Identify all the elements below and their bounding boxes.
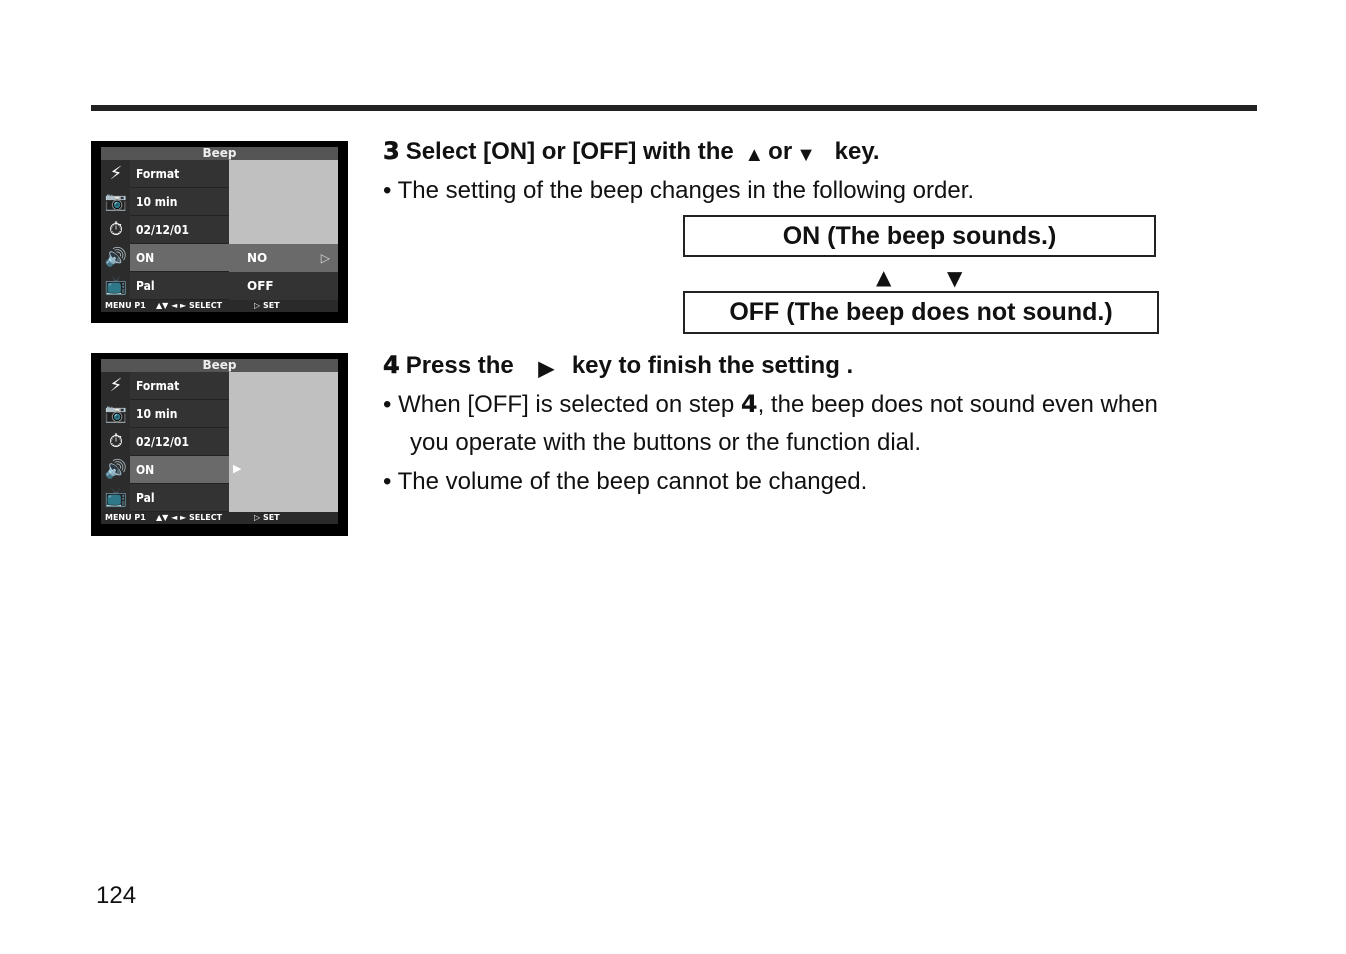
clock-icon: ⏱ (108, 219, 124, 240)
step-3-heading (383, 137, 880, 166)
tv-icon: 📺 (104, 487, 128, 508)
menu-row-format: Format (130, 160, 229, 188)
screen-menu-rows (130, 160, 229, 300)
step-4-heading (383, 351, 853, 380)
up-triangle-icon: ▲ (744, 144, 765, 166)
footer-select: ▲▼ ◄ ► SELECT (156, 513, 223, 522)
step-4-bullet-1 (383, 390, 1158, 419)
up-triangle-icon: ▲ (876, 265, 892, 289)
footer-menu: MENU P1 (105, 513, 146, 522)
down-triangle-icon: ▼ (947, 266, 963, 290)
menu-row-beep: ON (130, 244, 229, 272)
down-triangle-icon: ▼ (796, 144, 816, 166)
step-4-bullet-1-continued: you operate with the buttons or the function dial. (410, 429, 921, 456)
menu-row-sleep: 10 min (130, 188, 229, 216)
option-no-label: NO (247, 251, 268, 265)
right-triangle-icon: ▶ (538, 358, 554, 380)
screen-options-panel (229, 372, 338, 512)
screen-icon-column (101, 372, 130, 512)
step-number: 3 (383, 137, 400, 165)
screen-icon-column (101, 160, 130, 300)
flash-card-icon: ⚡ (109, 375, 123, 396)
camera-sleep-icon: 📷 (104, 403, 128, 424)
footer-select: ▲▼ ◄ ► SELECT (156, 301, 223, 310)
step-4-text-b: key to finish the setting . (571, 352, 854, 379)
step-3-or: or (768, 138, 793, 165)
bullet-1-text-a: • When [OFF] is selected on step (383, 391, 735, 418)
right-outline-triangle-icon: ▷ (320, 251, 330, 265)
speaker-icon: 🔊 (104, 247, 128, 268)
footer-set: ▷ SET (254, 513, 280, 522)
bullet-1-text-b: , the beep does not sound even when (757, 391, 1158, 418)
speaker-icon: 🔊 (104, 459, 128, 480)
menu-row-video: Pal (130, 484, 229, 512)
menu-row-date: 02/12/01 (130, 216, 229, 244)
step-4-bullet-2: • The volume of the beep cannot be changed. (383, 468, 868, 495)
order-on-box: ON (The beep sounds.) (683, 215, 1156, 257)
option-off: OFF (229, 272, 338, 300)
screen-inner (101, 359, 338, 524)
step-3-text-b: key. (834, 138, 880, 165)
screen-options-panel (229, 160, 338, 300)
menu-row-beep: ON (130, 456, 229, 484)
menu-row-date: 02/12/01 (130, 428, 229, 456)
screen-inner (101, 147, 338, 312)
right-triangle-icon: ▶ (233, 462, 242, 475)
order-off-box: OFF (The beep does not sound.) (683, 291, 1159, 334)
footer-set: ▷ SET (254, 301, 280, 310)
step-4-text-a: Press the (405, 352, 514, 379)
step-number: 4 (383, 351, 400, 379)
flash-card-icon: ⚡ (109, 163, 123, 184)
camera-sleep-icon: 📷 (104, 191, 128, 212)
screen-menu-rows (130, 372, 229, 512)
footer-menu: MENU P1 (105, 301, 146, 310)
page-number: 124 (96, 882, 137, 909)
screen-title: Beep (101, 359, 338, 372)
screen-title: Beep (101, 147, 338, 160)
step-3-bullet: • The setting of the beep changes in the following order. (383, 177, 975, 204)
bullet-1-step-number: 4 (740, 390, 758, 418)
camera-screen-beep-options (91, 141, 348, 323)
clock-icon: ⏱ (108, 431, 124, 452)
tv-icon: 📺 (104, 275, 128, 296)
menu-row-video: Pal (130, 272, 229, 300)
header-rule (91, 105, 1257, 111)
camera-screen-beep-menu (91, 353, 348, 536)
menu-row-sleep: 10 min (130, 400, 229, 428)
screen-footer (101, 512, 338, 524)
menu-row-format: Format (130, 372, 229, 400)
option-no (229, 244, 338, 272)
screen-footer (101, 300, 338, 312)
step-3-text-a: Select [ON] or [OFF] with the (405, 138, 734, 165)
